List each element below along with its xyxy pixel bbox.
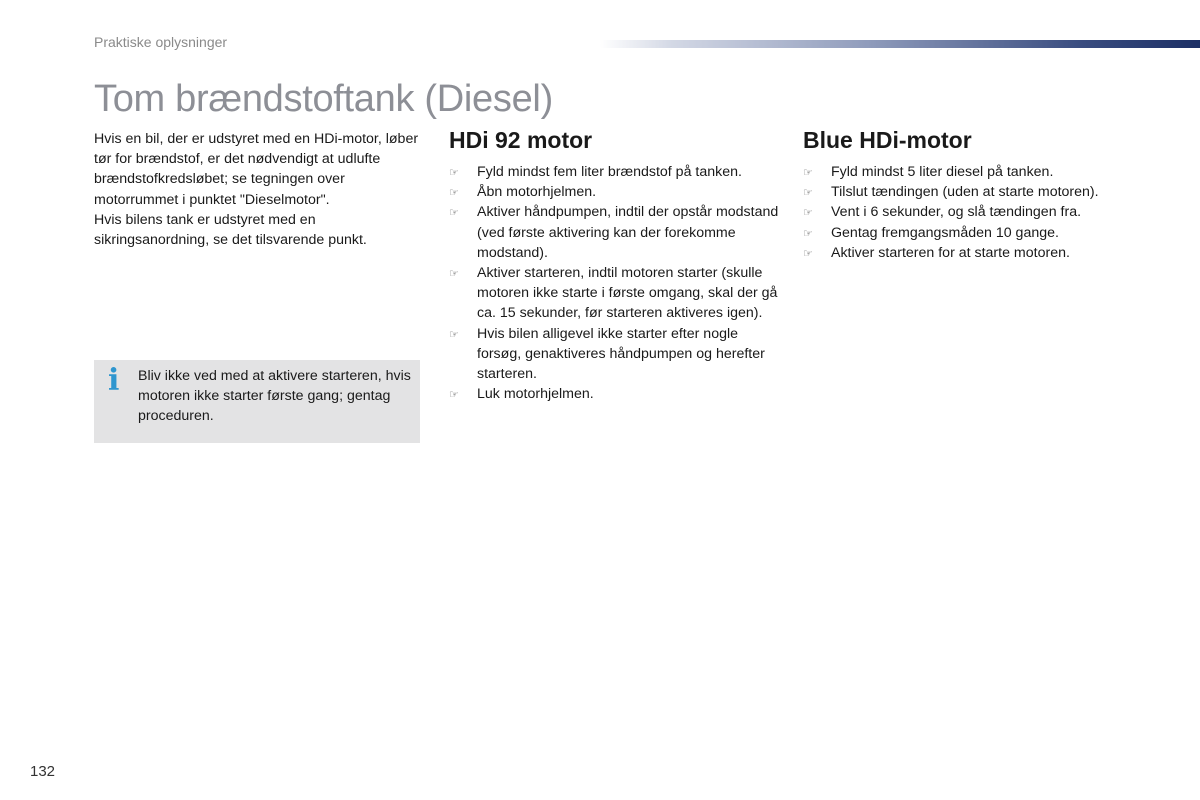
- step-text: Aktiver håndpumpen, indtil der opstår modstand (ved første aktivering kan der forekomme modstand).: [477, 204, 779, 261]
- list-item: [449, 202, 779, 263]
- pointing-hand-icon: ☞: [803, 227, 813, 240]
- step-text: Tilslut tændingen (uden at starte motoren).: [831, 184, 1099, 201]
- list-item: [449, 182, 779, 202]
- intro-text: [94, 129, 424, 250]
- bluehdi-heading: Blue HDi-motor: [803, 127, 972, 153]
- step-text: Aktiver starteren for at starte motoren.: [831, 244, 1070, 261]
- bluehdi-steps-list: [803, 162, 1163, 263]
- pointing-hand-icon: ☞: [803, 167, 813, 179]
- pointing-hand-icon: ☞: [449, 328, 459, 341]
- step-text: Vent i 6 sekunder, og slå tændingen fra.: [831, 204, 1082, 221]
- info-box-text: Bliv ikke ved med at aktivere starteren, hvis motoren ikke starter første gang; gentag proceduren.: [138, 368, 411, 425]
- info-icon: i: [108, 363, 120, 398]
- list-item: [449, 162, 779, 182]
- step-text: Gentag fremgangsmåden 10 gange.: [831, 224, 1059, 241]
- list-item: [803, 162, 1163, 182]
- info-box: [94, 360, 420, 443]
- intro-paragraph-1: Hvis en bil, der er udstyret med en HDi-motor, løber tør for brændstof, er det nødvendigt at udlufte brændstofkredsløbet; se tegningen over motorrummet i punktet "Dieselmotor".: [94, 131, 419, 208]
- pointing-hand-icon: ☞: [449, 268, 459, 281]
- list-item: [803, 182, 1163, 202]
- bluehdi-section: [803, 126, 1163, 263]
- hdi92-section: [449, 126, 779, 404]
- step-text: Hvis bilen alligevel ikke starter efter nogle forsøg, genaktiveres håndpumpen og herefter starteren.: [477, 325, 765, 383]
- step-text: Luk motorhjelmen.: [477, 386, 594, 403]
- step-text: Aktiver starteren, indtil motoren starter (skulle motoren ikke starte i første omgang, skal der gå ca. 15 sekunder, før starteren aktiveres igen).: [477, 265, 778, 322]
- list-item: [803, 243, 1163, 263]
- pointing-hand-icon: ☞: [803, 247, 813, 260]
- pointing-hand-icon: ☞: [449, 187, 459, 200]
- pointing-hand-icon: ☞: [449, 389, 459, 402]
- hdi92-heading: HDi 92 motor: [449, 127, 593, 153]
- list-item: [449, 263, 779, 324]
- list-item: [449, 384, 779, 404]
- list-item: [449, 324, 779, 385]
- list-item: [803, 223, 1163, 243]
- pointing-hand-icon: ☞: [449, 167, 459, 179]
- step-text: Fyld mindst fem liter brændstof på tanken.: [477, 164, 742, 180]
- pointing-hand-icon: ☞: [803, 187, 813, 200]
- step-text: Fyld mindst 5 liter diesel på tanken.: [831, 164, 1054, 180]
- pointing-hand-icon: ☞: [803, 207, 813, 220]
- hdi92-steps-list: [449, 162, 779, 404]
- intro-paragraph-2: Hvis bilens tank er udstyret med en sikringsanordning, se det tilsvarende punkt.: [94, 211, 367, 249]
- list-item: [803, 202, 1163, 222]
- step-text: Åbn motorhjelmen.: [477, 184, 597, 201]
- page-title: Tom brændstoftank (Diesel): [94, 78, 553, 120]
- page-number: 132: [30, 763, 56, 780]
- header-accent-bar: [600, 40, 1200, 48]
- section-label: Praktiske oplysninger: [94, 34, 228, 50]
- pointing-hand-icon: ☞: [449, 207, 459, 220]
